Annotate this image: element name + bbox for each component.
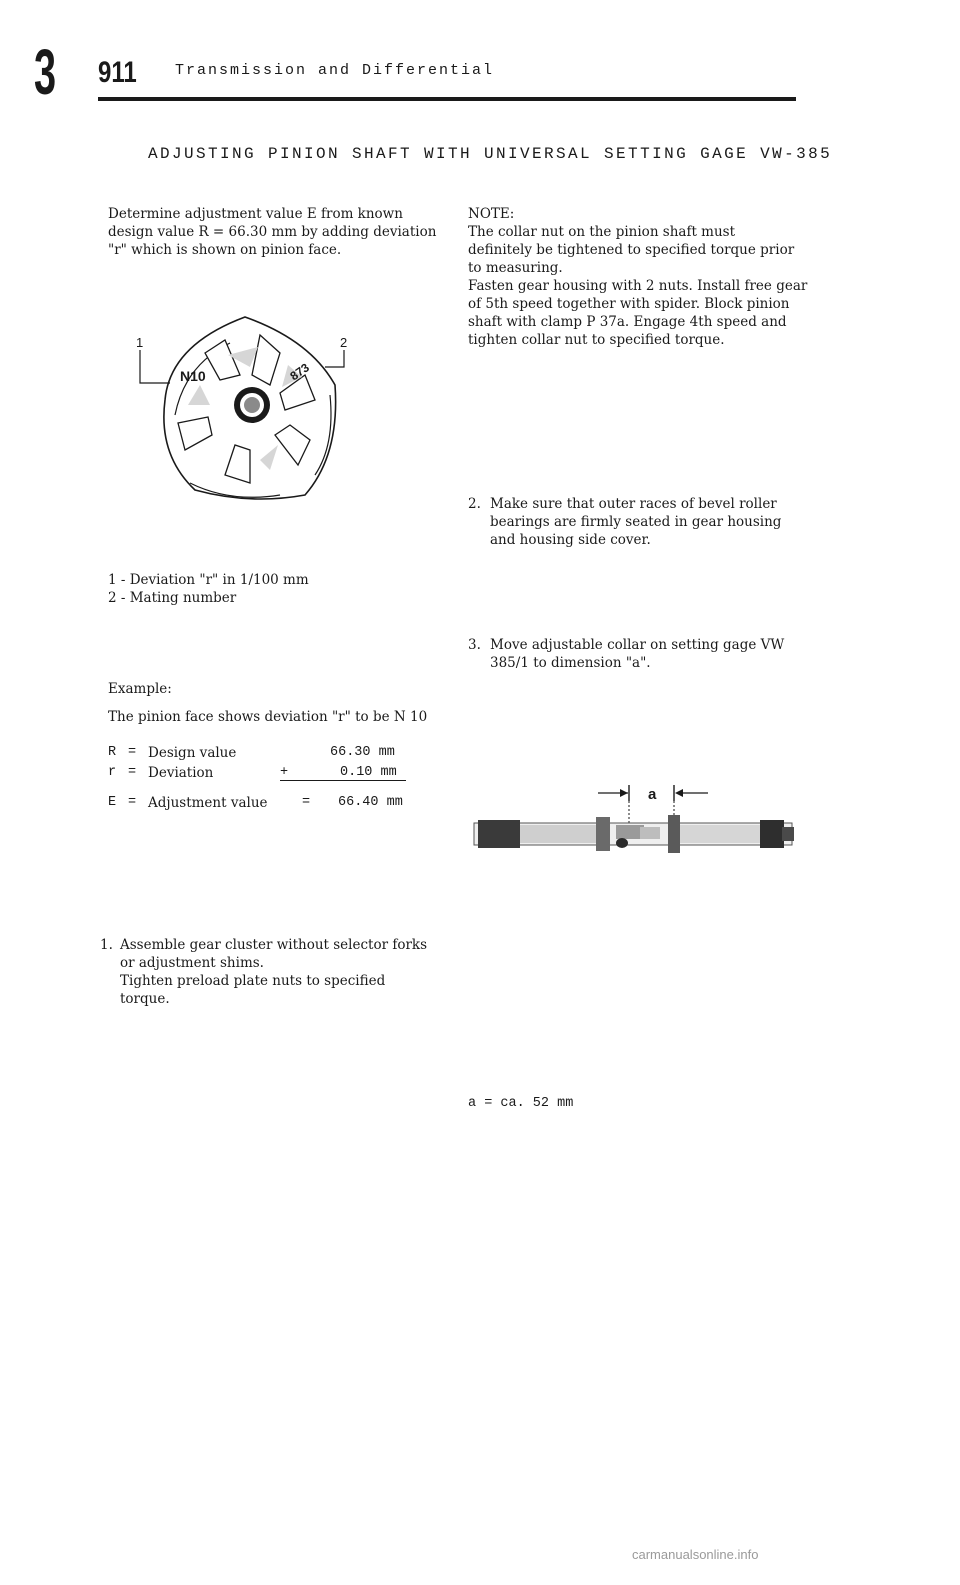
note-line: shaft with clamp P 37a. Engage 4th speed and — [468, 314, 787, 330]
calc-symbol: r — [108, 765, 117, 780]
legend-item: 1 - Deviation "r" in 1/100 mm — [108, 572, 309, 588]
dimension-label-a: a — [648, 786, 657, 803]
callout-2: 2 — [340, 335, 348, 350]
calc-description: Adjustment value — [148, 795, 268, 811]
pinion-face-figure — [130, 305, 370, 525]
step-line: bearings are firmly seated in gear housing — [490, 514, 782, 530]
step-line: Tighten preload plate nuts to specified — [120, 973, 386, 989]
calc-operator: + — [280, 765, 289, 780]
stamp-n10: N10 — [180, 368, 206, 384]
calc-symbol: E — [108, 795, 117, 810]
legend-item: 2 - Mating number — [108, 590, 237, 606]
calc-description: Deviation — [148, 765, 214, 781]
note-text — [468, 223, 807, 349]
figure-legend — [108, 571, 309, 607]
step-line: 385/1 to dimension "a". — [490, 655, 651, 671]
calc-value: 66.30 mm — [330, 745, 395, 760]
calc-equals: = — [128, 765, 137, 780]
calc-value: 0.10 mm — [340, 765, 397, 780]
setting-gage-figure — [468, 775, 798, 885]
note-line: Fasten gear housing with 2 nuts. Install free gear — [468, 278, 808, 294]
calc-operator: = — [302, 795, 311, 810]
step-2-number: 2. — [468, 496, 481, 512]
header-rule — [98, 97, 796, 101]
intro-line: "r" which is shown on pinion face. — [108, 242, 342, 258]
calculation-table — [108, 745, 408, 815]
dimension-note: a = ca. 52 mm — [468, 1096, 574, 1111]
calc-equals: = — [128, 795, 137, 810]
step-line: or adjustment shims. — [120, 955, 264, 971]
calc-symbol: R — [108, 745, 117, 760]
page-title: ADJUSTING PINION SHAFT WITH UNIVERSAL SETTING GAGE VW-385 — [148, 145, 833, 163]
intro-line: design value R = 66.30 mm by adding deviation — [108, 224, 437, 240]
step-line: torque. — [120, 991, 170, 1007]
step-1-text — [120, 936, 427, 1008]
step-line: Move adjustable collar on setting gage VW — [490, 637, 785, 653]
section-number: 3 — [34, 36, 57, 108]
watermark: carmanualsonline.info — [632, 1547, 759, 1562]
stamp-873: 873 — [287, 360, 312, 384]
intro-paragraph — [108, 205, 436, 259]
note-line: of 5th speed together with spider. Block pinion — [468, 296, 790, 312]
step-line: Make sure that outer races of bevel roller — [490, 496, 777, 512]
note-line: to measuring. — [468, 260, 563, 276]
chapter-title: Transmission and Differential — [175, 62, 495, 79]
note-label: NOTE: — [468, 206, 515, 222]
note-line: The collar nut on the pinion shaft must — [468, 224, 736, 240]
example-label: Example: — [108, 681, 172, 697]
calc-value: 66.40 mm — [338, 795, 403, 810]
note-line: tighten collar nut to specified torque. — [468, 332, 725, 348]
step-line: Assemble gear cluster without selector forks — [120, 937, 428, 953]
model-name: 911 — [98, 56, 137, 89]
note-line: definitely be tightened to specified torque prior — [468, 242, 795, 258]
example-text: The pinion face shows deviation "r" to be N 10 — [108, 709, 428, 725]
intro-line: Determine adjustment value E from known — [108, 206, 403, 222]
callout-1: 1 — [136, 335, 144, 350]
step-1-number: 1. — [100, 937, 113, 953]
step-2-text — [490, 495, 781, 549]
step-line: and housing side cover. — [490, 532, 651, 548]
calc-equals: = — [128, 745, 137, 760]
calc-description: Design value — [148, 745, 237, 761]
step-3-text — [490, 636, 784, 672]
step-3-number: 3. — [468, 637, 481, 653]
